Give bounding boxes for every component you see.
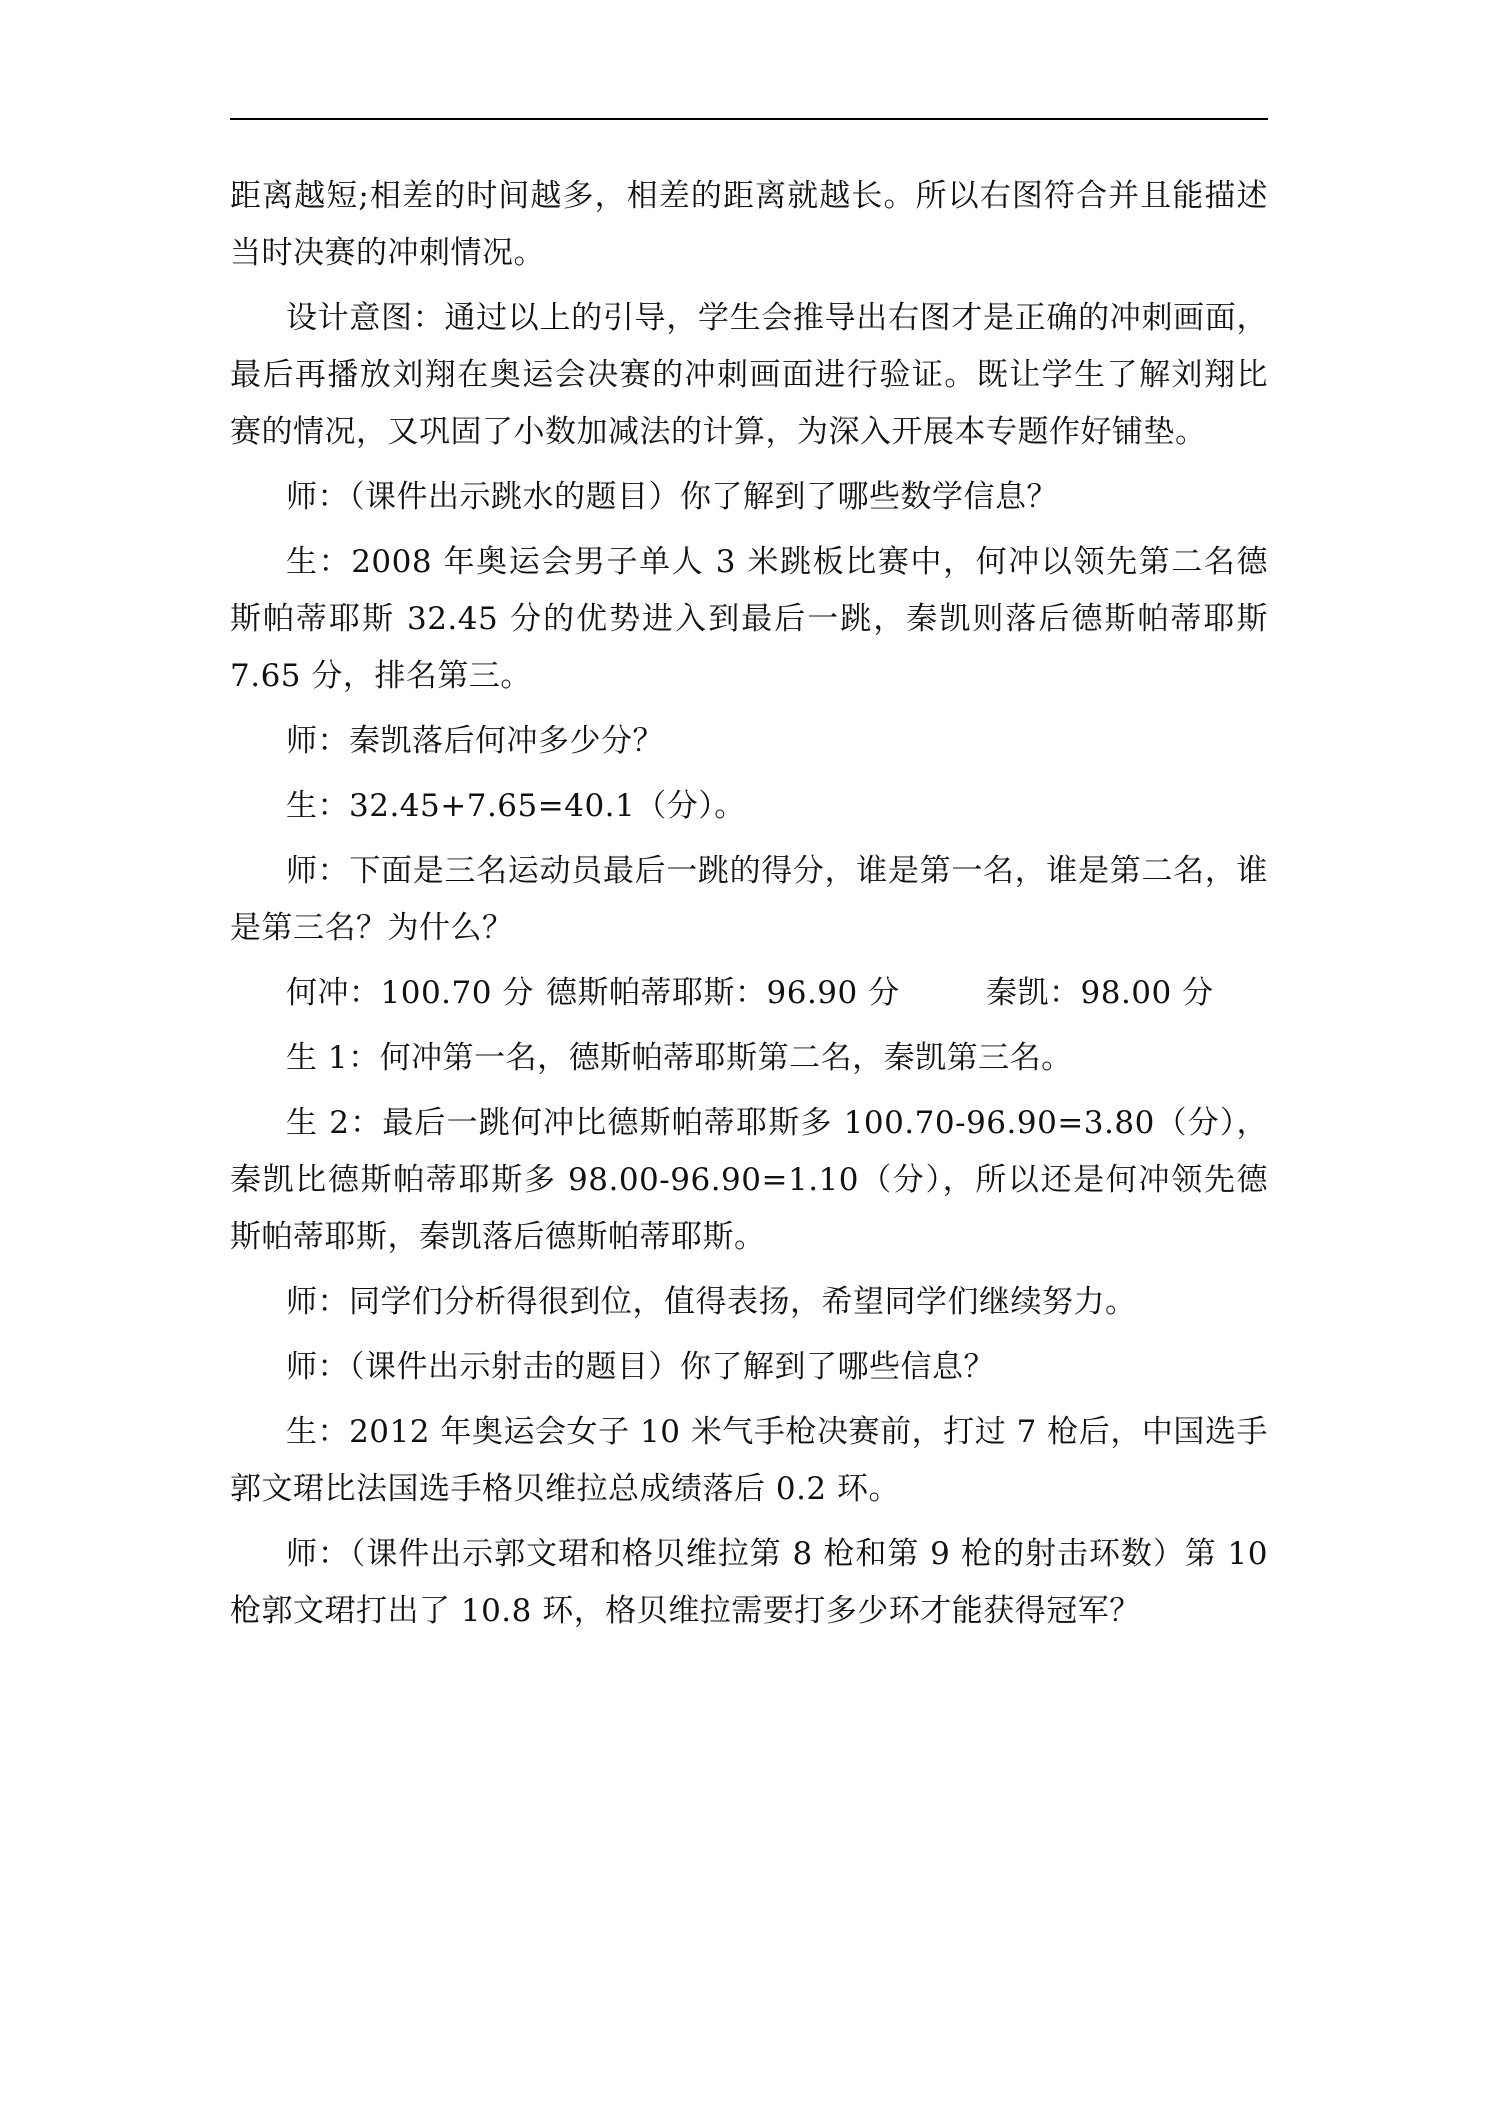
paragraph: 师：（课件出示郭文珺和格贝维拉第 8 枪和第 9 枪的射击环数）第 10 枪郭文珺打出了 10.8 环，格贝维拉需要打多少环才能获得冠军？ (230, 1536, 1268, 1629)
score-he-chong: 何冲：100.70 分 (286, 975, 534, 1011)
score-qin-kai: 秦凯：98.00 分 (986, 975, 1214, 1011)
paragraph: 设计意图：通过以上的引导，学生会推导出右图才是正确的冲刺画面，最后再播放刘翔在奥运会决赛的冲刺画面进行验证。既让学生了解刘翔比赛的情况，又巩固了小数加减法的计算，为深入开展本专题作好铺垫。 (230, 300, 1268, 450)
paragraph: 师：同学们分析得很到位，值得表扬，希望同学们继续努力。 (286, 1284, 1137, 1320)
paragraph: 生：2008 年奥运会男子单人 3 米跳板比赛中，何冲以领先第二名德斯帕蒂耶斯 32.45 分的优势进入到最后一跳，秦凯则落后德斯帕蒂耶斯 7.65 分，排名第三。 (230, 544, 1268, 694)
paragraph: 生：2012 年奥运会女子 10 米气手枪决赛前，打过 7 枪后，中国选手郭文珺比法国选手格贝维拉总成绩落后 0.2 环。 (230, 1414, 1268, 1507)
paragraph: 生 1：何冲第一名，德斯帕蒂耶斯第二名，秦凯第三名。 (286, 1040, 1073, 1076)
paragraph: 师：秦凯落后何冲多少分？ (286, 723, 664, 759)
paragraph: 距离越短;相差的时间越多，相差的距离就越长。所以右图符合并且能描述当时决赛的冲刺情况。 (230, 178, 1268, 271)
paragraph: 师：下面是三名运动员最后一跳的得分，谁是第一名，谁是第二名，谁是第三名？为什么？ (230, 853, 1268, 946)
score-despatie: 德斯帕蒂耶斯：96.90 分 (546, 975, 900, 1011)
paragraph: 生 2：最后一跳何冲比德斯帕蒂耶斯多 100.70-96.90=3.80（分），秦凯比德斯帕蒂耶斯多 98.00-96.90=1.10（分），所以还是何冲领先德斯帕蒂耶斯，秦凯落后德斯帕蒂耶斯。 (230, 1105, 1268, 1255)
score-line (230, 965, 1268, 1022)
paragraph: 师：（课件出示射击的题目）你了解到了哪些信息？ (286, 1349, 995, 1385)
paragraph: 师：（课件出示跳水的题目）你了解到了哪些数学信息？ (286, 479, 1058, 515)
header-rule (230, 118, 1268, 120)
document-body (230, 168, 1268, 1648)
paragraph: 生：32.45+7.65=40.1（分）。 (286, 788, 746, 824)
